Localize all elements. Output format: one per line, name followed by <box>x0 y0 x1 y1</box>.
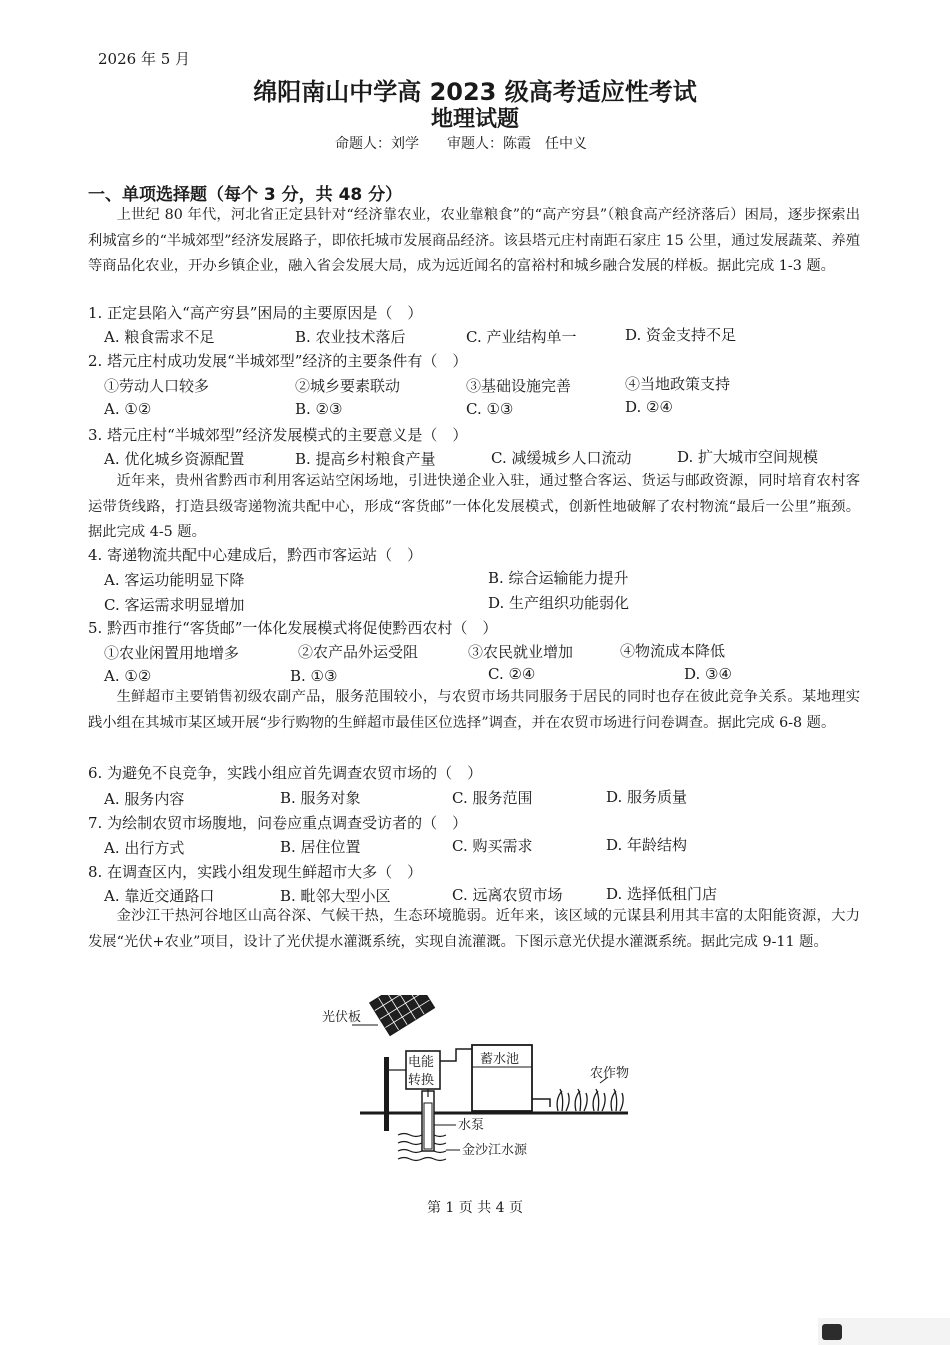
passage-3: 生鲜超市主要销售初级农副产品，服务范围较小，与农贸市场共同服务于居民的同时也存在彼此竞争关系。某地理实践小组在其城市某区域开展“步行购物的生鲜超市最佳区位选择”调查，并在农贸市场进行问卷调查。据此完成 6-8 题。 <box>88 689 860 731</box>
outflow-pipe <box>532 1099 550 1107</box>
pipe-to-reservoir <box>440 1049 474 1061</box>
exam-date: 2026 年 5 月 <box>98 50 191 68</box>
section-heading: 一、单项选择题（每个 3 分，共 48 分） <box>88 185 403 205</box>
authors-line: 命题人：刘学 审题人：陈霞 任中义 <box>335 136 587 152</box>
question-6-option-d: D. 服务质量 <box>606 788 688 806</box>
question-5-item-1: ①农业闲置用地增多 <box>104 644 240 662</box>
question-2-option-a: A. ①② <box>104 400 152 418</box>
question-8-stem: 8. 在调查区内，实践小组发现生鲜超市大多（ ） <box>88 863 423 881</box>
question-5-option-d: D. ③④ <box>684 665 732 683</box>
label-crops: 农作物 <box>590 1066 630 1081</box>
question-2-option-b: B. ②③ <box>295 400 343 418</box>
question-2-item-2: ②城乡要素联动 <box>295 377 401 395</box>
question-8-option-d: D. 选择低租门店 <box>606 885 718 903</box>
label-converter-2: 转换 <box>408 1073 435 1088</box>
exam-title: 绵阳南山中学高 2023 级高考适应性考试 <box>253 78 697 106</box>
page-footer: 第 1 页 共 4 页 <box>426 1200 524 1216</box>
question-3-option-c: C. 减缓城乡人口流动 <box>491 449 632 467</box>
question-7-option-c: C. 购买需求 <box>452 837 533 855</box>
question-8-option-c: C. 远离农贸市场 <box>452 886 563 904</box>
question-1-option-c: C. 产业结构单一 <box>466 328 577 346</box>
question-5-option-a: A. ①② <box>104 667 152 685</box>
question-5-stem: 5. 黔西市推行“客货邮”一体化发展模式将促使黔西农村（ ） <box>88 619 498 637</box>
question-2-option-c: C. ①③ <box>466 400 514 418</box>
label-panel: 光伏板 <box>322 1010 362 1025</box>
crops-icon <box>557 1089 623 1111</box>
question-1-option-b: B. 农业技术落后 <box>295 328 406 346</box>
question-8-option-a: A. 靠近交通路口 <box>104 887 215 905</box>
question-6-option-b: B. 服务对象 <box>280 789 361 807</box>
question-5-option-b: B. ①③ <box>290 667 338 685</box>
subject-title: 地理试题 <box>430 107 519 132</box>
question-7-stem: 7. 为绘制农贸市场腹地，问卷应重点调查受访者的（ ） <box>88 814 468 832</box>
question-4-option-a: A. 客运功能明显下降 <box>104 571 245 589</box>
panel-pole <box>384 1057 389 1131</box>
question-3-option-a: A. 优化城乡资源配置 <box>104 450 245 468</box>
question-6-stem: 6. 为避免不良竞争，实践小组应首先调查农贸市场的（ ） <box>88 764 483 782</box>
question-8-option-b: B. 毗邻大型小区 <box>280 887 391 905</box>
question-1-stem: 1. 正定县陷入“高产穷县”困局的主要原因是（ ） <box>88 304 423 322</box>
question-1-option-a: A. 粮食需求不足 <box>104 328 215 346</box>
pv-irrigation-diagram <box>300 995 660 1175</box>
pump-body <box>424 1103 432 1149</box>
question-3-stem: 3. 塔元庄村“半城郊型”经济发展模式的主要意义是（ ） <box>88 426 468 444</box>
question-6-option-a: A. 服务内容 <box>104 790 185 808</box>
question-7-option-a: A. 出行方式 <box>104 839 185 857</box>
label-converter-1: 电能 <box>408 1055 435 1070</box>
question-3-option-d: D. 扩大城市空间规模 <box>677 448 819 466</box>
passage-1: 上世纪 80 年代，河北省正定县针对“经济靠农业，农业靠粮食”的“高产穷县”（粮食高产经济落后）困局，逐步探索出利城富乡的“半城郊型”经济发展路子，即依托城市发展商品经济。该县塔元庄村南距石家庄 15 公里，通过发展蔬菜、养殖等商品化农业，开办乡镇企业，融入省会发展大局，成为远近闻名的富裕村和城乡融合发展的样板。据此完成 1-3 题。 <box>88 207 860 275</box>
question-4-option-c: C. 客运需求明显增加 <box>104 596 245 614</box>
question-2-item-1: ①劳动人口较多 <box>104 377 210 395</box>
question-2-item-4: ④当地政策支持 <box>625 375 731 393</box>
question-5-item-3: ③农民就业增加 <box>468 643 574 661</box>
passage-2: 近年来，贵州省黔西市利用客运站空闲场地，引进快递企业入驻，通过整合客运、货运与邮政资源，同时培育农村客运带货线路，打造县级寄递物流共配中心，形成“客货邮”一体化发展模式，创新性地破解了农村物流“最后一公里”瓶颈。据此完成 4-5 题。 <box>88 473 860 541</box>
passage-4: 金沙江干热河谷地区山高谷深、气候干热，生态环境脆弱。近年来，该区域的元谋县利用其丰富的太阳能资源，大力发展“光伏+农业”项目，设计了光伏提水灌溉系统，实现自流灌溉。下图示意光伏提水灌溉系统。据此完成 9-11 题。 <box>88 908 860 950</box>
question-5-item-2: ②农产品外运受阻 <box>298 643 419 661</box>
label-water-source: 金沙江水源 <box>462 1143 528 1158</box>
label-pump: 水泵 <box>458 1118 485 1133</box>
question-7-option-b: B. 居住位置 <box>280 838 361 856</box>
solar-panel-icon <box>370 995 434 1035</box>
question-4-option-d: D. 生产组织功能弱化 <box>488 594 630 612</box>
scanner-logo-icon <box>822 1324 842 1340</box>
question-7-option-d: D. 年龄结构 <box>606 836 688 854</box>
question-4-option-b: B. 综合运输能力提升 <box>488 569 629 587</box>
question-2-item-3: ③基础设施完善 <box>466 377 572 395</box>
question-5-item-4: ④物流成本降低 <box>620 642 726 660</box>
question-2-stem: 2. 塔元庄村成功发展“半城郊型”经济的主要条件有（ ） <box>88 352 468 370</box>
question-3-option-b: B. 提高乡村粮食产量 <box>295 450 436 468</box>
scanner-watermark <box>818 1318 950 1345</box>
question-5-option-c: C. ②④ <box>488 665 536 683</box>
question-1-option-d: D. 资金支持不足 <box>625 326 737 344</box>
question-6-option-c: C. 服务范围 <box>452 789 533 807</box>
question-2-option-d: D. ②④ <box>625 398 673 416</box>
question-4-stem: 4. 寄递物流共配中心建成后，黔西市客运站（ ） <box>88 546 423 564</box>
label-reservoir: 蓄水池 <box>480 1052 520 1067</box>
